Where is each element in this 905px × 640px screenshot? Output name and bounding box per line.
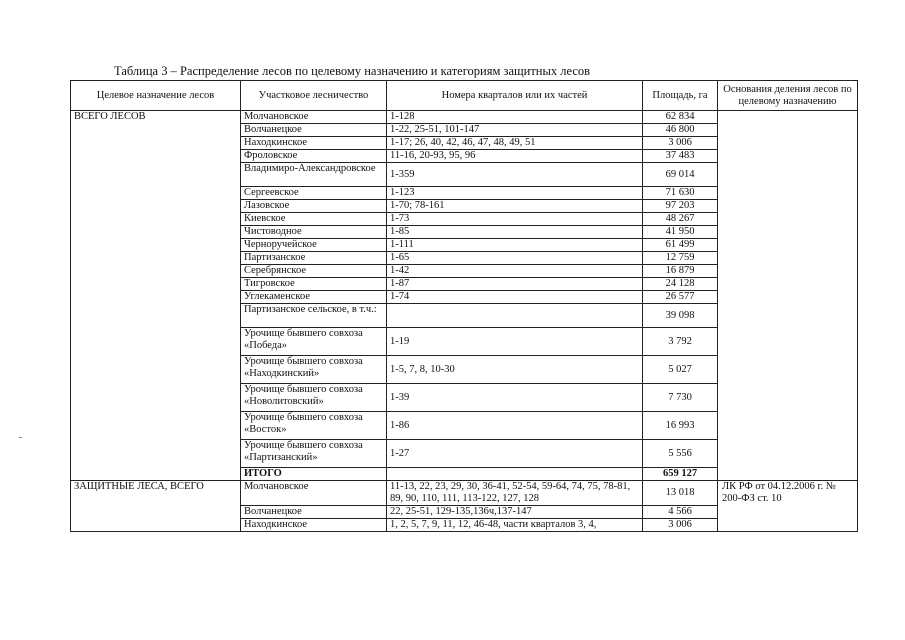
dept-cell: Урочище бывшего совхоза «Партизанский» xyxy=(241,440,387,468)
total-area: 659 127 xyxy=(643,468,718,481)
area-cell: 41 950 xyxy=(643,226,718,239)
quarters-cell: 1-17; 26, 40, 42, 46, 47, 48, 49, 51 xyxy=(387,137,643,150)
basis-cell xyxy=(718,111,858,481)
dept-cell: Волчанецкое xyxy=(241,124,387,137)
quarters-cell: 1-359 xyxy=(387,163,643,187)
area-cell: 5 556 xyxy=(643,440,718,468)
dept-cell: Находкинское xyxy=(241,137,387,150)
area-cell: 26 577 xyxy=(643,291,718,304)
table-body xyxy=(71,111,858,532)
quarters-cell: 1-27 xyxy=(387,440,643,468)
area-cell: 37 483 xyxy=(643,150,718,163)
quarters-cell: 11-16, 20-93, 95, 96 xyxy=(387,150,643,163)
dept-cell: Тигровское xyxy=(241,278,387,291)
header-purpose: Целевое назначение лесов xyxy=(71,81,241,111)
dept-cell: Фроловское xyxy=(241,150,387,163)
area-cell: 61 499 xyxy=(643,239,718,252)
quarters-cell: 1-73 xyxy=(387,213,643,226)
header-basis: Основания деления лесов по целевому назначению xyxy=(718,81,858,111)
dept-cell: Урочище бывшего совхоза «Новолитовский» xyxy=(241,384,387,412)
area-cell: 62 834 xyxy=(643,111,718,124)
header-quarters: Номера кварталов или их частей xyxy=(387,81,643,111)
quarters-cell: 11-13, 22, 23, 29, 30, 36-41, 52-54, 59-64, 74, 75, 78-81, 89, 90, 110, 111, 113-122, 127, 128 xyxy=(387,481,643,506)
dept-cell: Лазовское xyxy=(241,200,387,213)
area-cell: 69 014 xyxy=(643,163,718,187)
area-cell: 71 630 xyxy=(643,187,718,200)
dept-cell: Углекаменское xyxy=(241,291,387,304)
quarters-cell: 1-111 xyxy=(387,239,643,252)
dept-cell: Владимиро-Александровское xyxy=(241,163,387,187)
dept-cell: Волчанецкое xyxy=(241,506,387,519)
area-cell: 39 098 xyxy=(643,304,718,328)
purpose-cell: ВСЕГО ЛЕСОВ xyxy=(71,111,241,481)
dept-cell: Черноручейское xyxy=(241,239,387,252)
area-cell: 3 006 xyxy=(643,519,718,532)
quarters-cell: 1-87 xyxy=(387,278,643,291)
area-cell: 16 993 xyxy=(643,412,718,440)
header-area: Площадь, га xyxy=(643,81,718,111)
dept-cell: Молчановское xyxy=(241,481,387,506)
area-cell: 97 203 xyxy=(643,200,718,213)
forest-distribution-table xyxy=(70,80,858,532)
quarters-cell: 1-42 xyxy=(387,265,643,278)
table-row xyxy=(71,111,858,124)
dept-cell: Чистоводное xyxy=(241,226,387,239)
quarters-cell: 1-39 xyxy=(387,384,643,412)
quarters-cell: 1-65 xyxy=(387,252,643,265)
area-cell: 48 267 xyxy=(643,213,718,226)
quarters-cell xyxy=(387,304,643,328)
header-dept: Участковое лесничество xyxy=(241,81,387,111)
header-row xyxy=(71,81,858,111)
quarters-cell: 1-70; 78-161 xyxy=(387,200,643,213)
area-cell: 24 128 xyxy=(643,278,718,291)
quarters-cell: 1-123 xyxy=(387,187,643,200)
dept-cell: Партизанское xyxy=(241,252,387,265)
area-cell: 13 018 xyxy=(643,481,718,506)
table-caption: Таблица 3 – Распределение лесов по целевому назначению и категориям защитных лесов xyxy=(114,64,591,78)
scan-mark xyxy=(19,437,22,438)
total-label: ИТОГО xyxy=(241,468,387,481)
dept-cell: Партизанское сельское, в т.ч.: xyxy=(241,304,387,328)
quarters-cell: 1-86 xyxy=(387,412,643,440)
quarters-cell: 1-5, 7, 8, 10-30 xyxy=(387,356,643,384)
dept-cell: Находкинское xyxy=(241,519,387,532)
quarters-cell: 1-19 xyxy=(387,328,643,356)
basis-cell: ЛК РФ от 04.12.2006 г. № 200-ФЗ ст. 10 xyxy=(718,481,858,532)
area-cell: 16 879 xyxy=(643,265,718,278)
quarters-cell: 1-128 xyxy=(387,111,643,124)
area-cell: 5 027 xyxy=(643,356,718,384)
area-cell: 46 800 xyxy=(643,124,718,137)
dept-cell: Урочище бывшего совхоза «Победа» xyxy=(241,328,387,356)
area-cell: 3 006 xyxy=(643,137,718,150)
table-row xyxy=(71,481,858,506)
area-cell: 12 759 xyxy=(643,252,718,265)
dept-cell: Урочище бывшего совхоза «Восток» xyxy=(241,412,387,440)
dept-cell: Сергеевское xyxy=(241,187,387,200)
quarters-cell: 22, 25-51, 129-135,136ч,137-147 xyxy=(387,506,643,519)
dept-cell: Киевское xyxy=(241,213,387,226)
dept-cell: Молчановское xyxy=(241,111,387,124)
quarters-cell: 1, 2, 5, 7, 9, 11, 12, 46-48, части кварталов 3, 4, xyxy=(387,519,643,532)
quarters-cell: 1-85 xyxy=(387,226,643,239)
quarters-cell xyxy=(387,468,643,481)
area-cell: 7 730 xyxy=(643,384,718,412)
dept-cell: Урочище бывшего совхоза «Находкинский» xyxy=(241,356,387,384)
area-cell: 3 792 xyxy=(643,328,718,356)
quarters-cell: 1-22, 25-51, 101-147 xyxy=(387,124,643,137)
dept-cell: Серебрянское xyxy=(241,265,387,278)
quarters-cell: 1-74 xyxy=(387,291,643,304)
area-cell: 4 566 xyxy=(643,506,718,519)
purpose-cell: ЗАЩИТНЫЕ ЛЕСА, ВСЕГО xyxy=(71,481,241,532)
